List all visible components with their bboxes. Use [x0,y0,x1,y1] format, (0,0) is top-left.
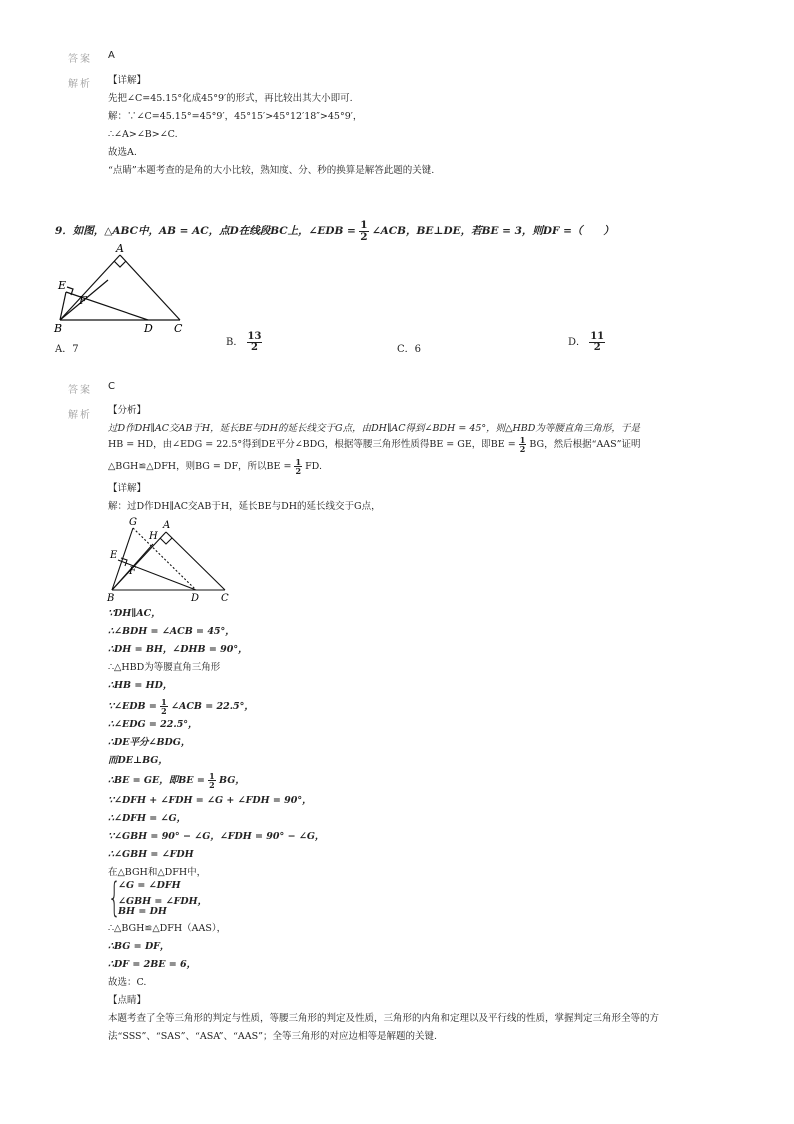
fig2-label-e: E [110,550,118,561]
option-b-prefix: B． [226,337,244,348]
analysis-heading: 【分析】 [108,405,147,416]
prev-line-5: “点睛”本题考查的是角的大小比较，熟知度、分、秒的换算是解答此题的关键. [108,165,435,176]
proof-line-5: ∴HB = HD， [108,680,173,691]
stem-fraction [359,220,368,242]
option-d-num: 11 [590,331,605,342]
proof-line-9: 而DE⊥BG， [108,755,168,766]
option-c: C．6 [397,344,422,355]
analysis-line-2-text: HB = HD，由∠EDG = 22.5°得到DE平分∠BDG，根据等腰三角形性质得BE = GE，即BE = [108,439,516,450]
proof-line-6-text: ∵∠EDB = [108,701,157,712]
fig2-label-d: D [191,593,200,604]
fig1-label-c: C [174,322,183,335]
detail-heading-2: 【详解】 [108,483,147,494]
proof-fraction-2 [208,772,216,789]
option-d-den: 2 [593,342,601,353]
proof-line-10-tail: BG， [219,775,245,786]
proof-line-11: ∵∠DFH + ∠FDH = ∠G + ∠FDH = 90°， [108,795,312,806]
system-line-2: ∠GBH = ∠FDH， [118,896,208,907]
option-b-fraction [247,332,263,353]
system-line-3: BH = DH [118,906,167,917]
analysis-line-3-text: △BGH≌△DFH，则BG = DF，所以BE = [108,461,292,472]
question-9-stem [55,220,614,242]
analysis-fraction-2 [294,458,302,475]
fig2-label-c: C [221,593,229,604]
afrac1-num: 1 [519,435,526,445]
analysis-line-1: 过D作DH∥AC交AB于H，延长BE与DH的延长线交于G点，由DH∥AC得到∠BDH = 45°，则△HBD为等腰直角三角形，于是 [108,423,640,434]
pfrac2-num: 1 [209,771,215,781]
option-d-prefix: D． [568,337,587,348]
triangle-figure [50,240,200,336]
q9-answer-tag: 答案 [68,385,92,396]
option-d-fraction [589,332,605,353]
fig1-label-d: D [144,322,153,335]
detail-first-line: 解：过D作DH∥AC交AB于H，延长BE与DH的延长线交于G点， [108,501,381,512]
proof-line-14: ∴∠GBH = ∠FDH [108,849,194,860]
option-b [226,332,262,353]
option-b-num: 13 [247,331,262,342]
option-b-den: 2 [251,342,258,353]
analysis-tag: 解析 [68,79,92,90]
proof-line-6-tail: ∠ACB = 22.5°， [170,701,254,712]
prev-line-1: 先把∠C=45.15°化成45°9′的形式，再比较出其大小即可. [108,93,353,104]
afrac1-den: 2 [519,444,526,454]
proof-line-15: 在△BGH和△DFH中， [108,867,207,878]
system-line-1: ∠G = ∠DFH [118,880,181,891]
fig2-label-a: A [163,520,171,531]
analysis-line-3 [108,458,322,475]
q9-answer-value: C [108,381,115,392]
proof-line-7: ∴∠EDG = 22.5°， [108,719,198,730]
option-d [568,332,605,353]
stem-frac-num: 1 [360,219,368,231]
analysis-fraction-1 [519,436,527,453]
proof-line-12: ∴∠DFH = ∠G， [108,813,187,824]
proof-line-10 [108,772,245,789]
proof-line-4: ∴△HBD为等腰直角三角形 [108,662,221,673]
afrac2-num: 1 [295,457,302,467]
pfrac2-den: 2 [209,780,215,790]
analysis-line-2-tail: BG，然后根据“AAS”证明 [529,439,641,450]
option-a: A．7 [55,344,79,355]
afrac2-den: 2 [295,466,302,476]
detail-heading: 【详解】 [108,75,147,86]
prev-line-2: 解：∵∠C=45.15°=45°9′，45°15′>45°12′18″>45°9′， [108,111,363,122]
fig2-label-f: F [129,566,136,577]
proof-end-4: 故选：C. [108,977,147,988]
analysis-line-3-tail: FD. [305,461,322,472]
proof-line-13: ∵∠GBH = 90° − ∠G，∠FDH = 90° − ∠G， [108,831,325,842]
proof-end-1: ∴△BGH≌△DFH（AAS）， [108,923,227,934]
q9-analysis-tag: 解析 [68,410,92,421]
stem-part-1: 9．如图，△ABC中，AB = AC，点D在线段BC上，∠EDB = [55,225,356,237]
proof-end-2: ∴BG = DF， [108,941,170,952]
fig2-label-h: H [149,531,158,542]
answer-value: A [108,50,115,61]
proof-line-10-text: ∴BE = GE，即BE = [108,775,205,786]
fig1-label-f: F [79,294,87,307]
prev-line-3: ∴∠A>∠B>∠C. [108,129,178,140]
comment-heading: 【点睛】 [108,995,147,1006]
fig1-label-e: E [58,279,67,292]
comment-line-1: 本题考查了全等三角形的判定与性质，等腰三角形的判定及性质，三角形的内角和定理以及平行线的性质，掌握判定三角形全等的方 [108,1013,660,1024]
proof-fraction-1 [160,698,168,715]
pfrac1-num: 1 [161,697,167,707]
fig1-label-a: A [116,242,124,255]
analysis-line-2 [108,436,641,453]
proof-line-3: ∴DH = BH，∠DHB = 90°， [108,644,248,655]
construction-figure [105,514,235,604]
proof-line-2: ∴∠BDH = ∠ACB = 45°， [108,626,235,637]
proof-line-1: ∵DH∥AC， [108,608,161,619]
proof-end-3: ∴DF = 2BE = 6， [108,959,197,970]
fig1-label-b: B [54,322,63,335]
answer-tag: 答案 [68,54,92,65]
system-brace: { [108,875,121,921]
pfrac1-den: 2 [161,706,167,716]
proof-line-6 [108,698,254,715]
proof-line-8: ∴DE平分∠BDG， [108,737,191,748]
stem-part-2: ∠ACB，BE⊥DE，若BE = 3，则DF =（ ） [371,225,614,237]
fig2-label-b: B [107,593,115,604]
prev-line-4: 故选A. [108,147,137,158]
fig2-label-g: G [129,517,137,528]
stem-frac-den: 2 [360,230,368,243]
comment-line-2: 法“SSS”、“SAS”、“ASA”、“AAS”；全等三角形的对应边相等是解题的关键. [108,1031,438,1042]
